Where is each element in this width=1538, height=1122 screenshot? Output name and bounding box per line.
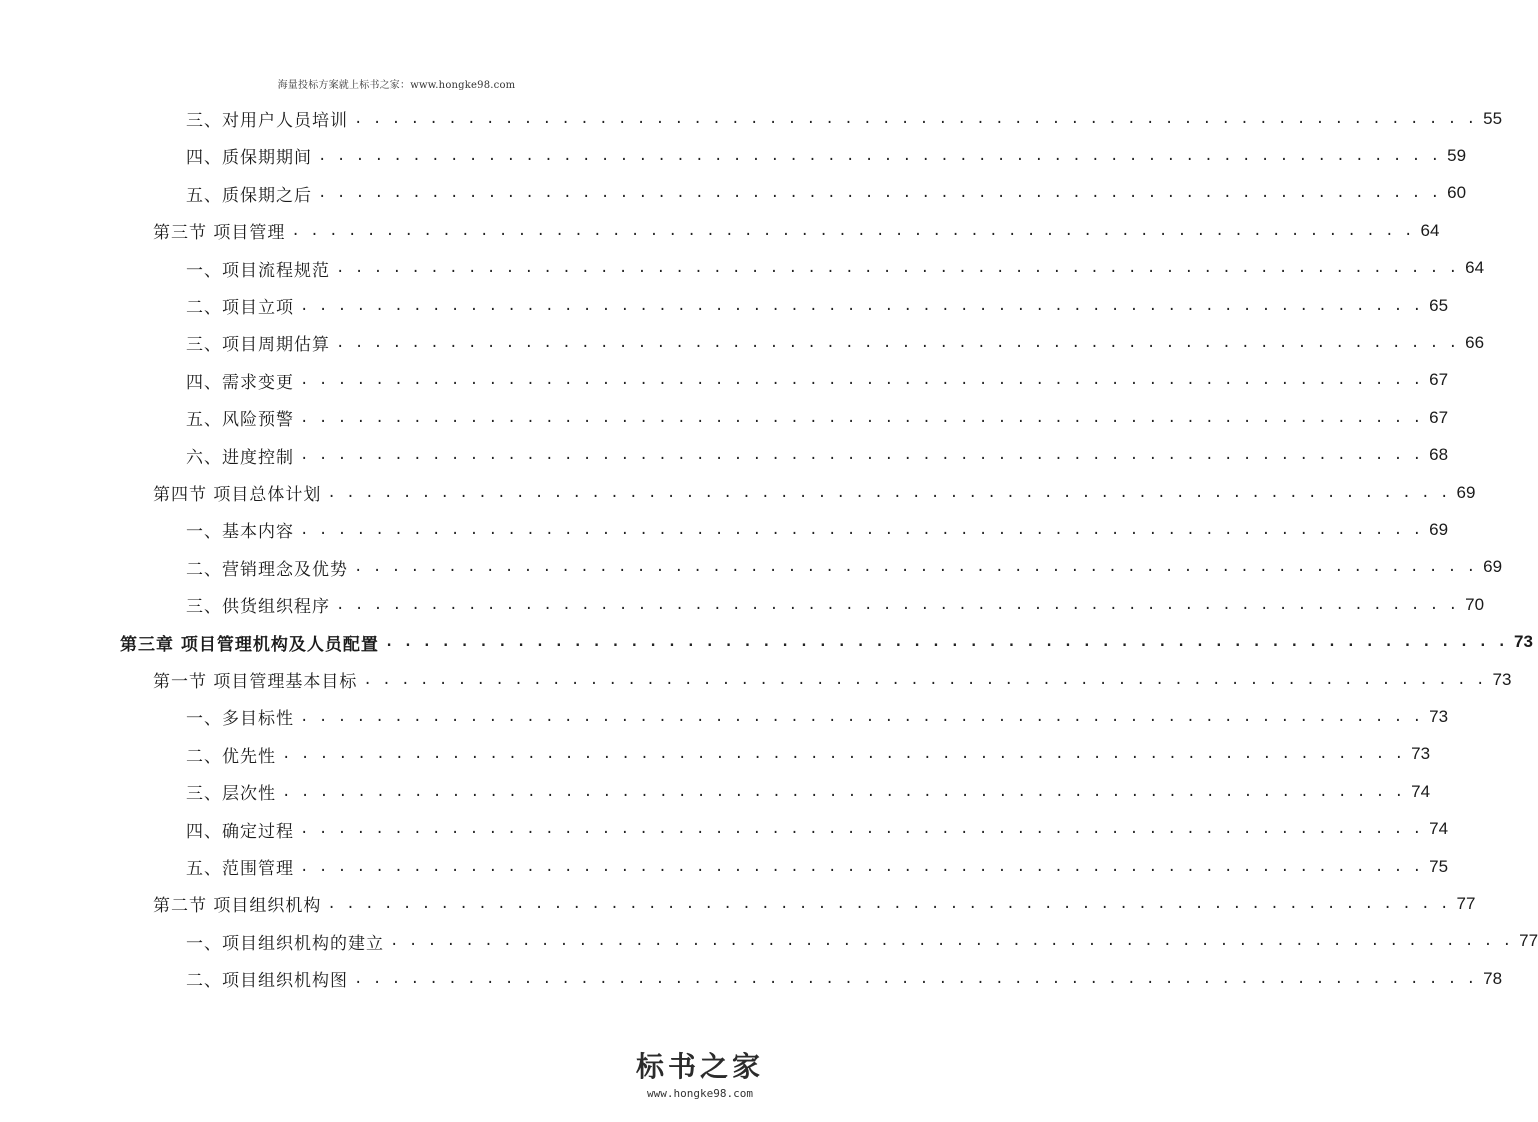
- toc-leader-dots: . . . . . . . . . . . . . . . . . . . . . . . . . . . . . . . . . . . . . . . . . . . . . . . . . . . . . . . . . . . .: [318, 147, 1441, 164]
- toc-entry-label: 二、优先性: [186, 746, 276, 767]
- toc-entry-label: 第四节 项目总体计划: [153, 485, 322, 505]
- toc-entry-page: 77: [1456, 893, 1476, 913]
- toc-entry-page: 78: [1483, 968, 1503, 988]
- toc-entry[interactable]: [153, 474, 1476, 511]
- toc-leader-dots: . . . . . . . . . . . . . . . . . . . . . . . . . . . . . . . . . . . . . . . . . . . . . . . . . . . . . . . . . . . .: [300, 821, 1423, 838]
- toc-entry[interactable]: [186, 250, 1485, 287]
- toc-entry[interactable]: [186, 175, 1467, 212]
- toc-entry[interactable]: [153, 212, 1440, 249]
- toc-entry-page: 67: [1429, 407, 1449, 427]
- page-header: 海量投标方案就上标书之家：www.hongke98.com: [277, 80, 516, 91]
- toc-leader-dots: . . . . . . . . . . . . . . . . . . . . . . . . . . . . . . . . . . . . . . . . . . . . . . . . . . . . . . . . . . . .: [336, 596, 1459, 613]
- toc-entry-label: 第三章 项目管理机构及人员配置: [120, 634, 379, 655]
- toc-leader-dots: . . . . . . . . . . . . . . . . . . . . . . . . . . . . . . . . . . . . . . . . . . . . . . . . . . . . . . . . . . . .: [300, 372, 1423, 389]
- toc-entry-page: 73: [1411, 744, 1431, 764]
- toc-entry-page: 64: [1465, 258, 1485, 278]
- toc-leader-dots: . . . . . . . . . . . . . . . . . . . . . . . . . . . . . . . . . . . . . . . . . . . . . . . . . . . . . . . . . . . .: [318, 185, 1441, 202]
- toc-leader-dots: . . . . . . . . . . . . . . . . . . . . . . . . . . . . . . . . . . . . . . . . . . . . . . . . . . . . . . . . . . . .: [354, 110, 1477, 127]
- toc-entry-page: 74: [1429, 819, 1449, 839]
- toc-entry-label: 四、需求变更: [186, 372, 294, 393]
- toc-entry-page: 64: [1420, 220, 1440, 240]
- toc-leader-dots: . . . . . . . . . . . . . . . . . . . . . . . . . . . . . . . . . . . . . . . . . . . . . . . . . . . . . . . . . . . .: [336, 260, 1459, 277]
- toc-entry-page: 66: [1465, 332, 1485, 352]
- toc-leader-dots: . . . . . . . . . . . . . . . . . . . . . . . . . . . . . . . . . . . . . . . . . . . . . . . . . . . . . . . . . . . .: [327, 895, 1450, 912]
- toc-entry[interactable]: [186, 549, 1503, 586]
- toc-entry[interactable]: [186, 137, 1467, 174]
- toc-entry[interactable]: [186, 923, 1538, 960]
- toc-entry-label: 二、营销理念及优势: [186, 559, 348, 580]
- toc-entry[interactable]: [120, 624, 1533, 661]
- toc-entry[interactable]: [186, 698, 1449, 735]
- toc-entry-label: 五、质保期之后: [186, 185, 312, 206]
- toc-leader-dots: . . . . . . . . . . . . . . . . . . . . . . . . . . . . . . . . . . . . . . . . . . . . . . . . . . . . . . . . . . . .: [282, 783, 1405, 800]
- toc-entry[interactable]: [186, 736, 1431, 773]
- toc-leader-dots: . . . . . . . . . . . . . . . . . . . . . . . . . . . . . . . . . . . . . . . . . . . . . . . . . . . . . . . . . . . .: [300, 447, 1423, 464]
- toc-entry-page: 75: [1429, 856, 1449, 876]
- toc-entry[interactable]: [186, 511, 1449, 548]
- toc-entry-page: 65: [1429, 295, 1449, 315]
- toc-entry[interactable]: [153, 885, 1476, 922]
- toc-entry-label: 三、供货组织程序: [186, 597, 330, 618]
- toc-entry-page: 73: [1492, 669, 1512, 689]
- toc-entry-page: 69: [1483, 557, 1503, 577]
- toc-entry-page: 73: [1514, 632, 1533, 652]
- toc-leader-dots: . . . . . . . . . . . . . . . . . . . . . . . . . . . . . . . . . . . . . . . . . . . . . . . . . . . . . . . . . . . .: [300, 858, 1423, 875]
- toc-entry-page: 60: [1447, 183, 1467, 203]
- toc-entry-label: 五、范围管理: [186, 859, 294, 879]
- toc-entry-label: 一、项目流程规范: [186, 260, 330, 281]
- toc-entry-label: 五、风险预警: [186, 410, 294, 431]
- toc-entry[interactable]: [186, 287, 1449, 324]
- toc-entry[interactable]: [186, 773, 1431, 810]
- toc-entry-label: 第二节 项目组织机构: [153, 896, 322, 917]
- toc-leader-dots: . . . . . . . . . . . . . . . . . . . . . . . . . . . . . . . . . . . . . . . . . . . . . . . . . . . . . . . . . . . .: [384, 634, 1507, 651]
- toc-entry-page: 68: [1429, 445, 1449, 465]
- toc-entry[interactable]: [186, 362, 1449, 399]
- toc-leader-dots: . . . . . . . . . . . . . . . . . . . . . . . . . . . . . . . . . . . . . . . . . . . . . . . . . . . . . . . . . . . .: [300, 409, 1423, 426]
- toc-leader-dots: . . . . . . . . . . . . . . . . . . . . . . . . . . . . . . . . . . . . . . . . . . . . . . . . . . . . . . . . . . . .: [300, 521, 1423, 538]
- toc-entry-label: 第一节 项目管理基本目标: [153, 672, 358, 692]
- toc-leader-dots: . . . . . . . . . . . . . . . . . . . . . . . . . . . . . . . . . . . . . . . . . . . . . . . . . . . . . . . . . . . .: [291, 222, 1414, 239]
- toc-entry-page: 73: [1429, 706, 1449, 726]
- toc-entry-label: 三、项目周期估算: [186, 335, 330, 356]
- toc-leader-dots: . . . . . . . . . . . . . . . . . . . . . . . . . . . . . . . . . . . . . . . . . . . . . . . . . . . . . . . . . . . .: [390, 933, 1513, 950]
- toc-entry[interactable]: [186, 586, 1485, 623]
- toc-entry-page: 69: [1456, 482, 1476, 502]
- toc-entry[interactable]: [186, 848, 1449, 885]
- toc-leader-dots: . . . . . . . . . . . . . . . . . . . . . . . . . . . . . . . . . . . . . . . . . . . . . . . . . . . . . . . . . . . .: [327, 484, 1450, 501]
- toc-entry[interactable]: [186, 324, 1485, 361]
- toc-entry-label: 四、质保期期间: [186, 148, 312, 169]
- toc-entry-page: 77: [1519, 931, 1538, 951]
- toc-entry-label: 六、进度控制: [186, 447, 294, 468]
- toc-entry-page: 69: [1429, 519, 1449, 539]
- toc-entry-label: 三、层次性: [186, 784, 276, 805]
- toc-entry[interactable]: [186, 811, 1449, 848]
- toc-entry[interactable]: [153, 661, 1512, 698]
- toc-leader-dots: . . . . . . . . . . . . . . . . . . . . . . . . . . . . . . . . . . . . . . . . . . . . . . . . . . . . . . . . . . . .: [363, 671, 1486, 688]
- toc-entry-page: 67: [1429, 370, 1449, 390]
- toc-entry-label: 一、基本内容: [186, 522, 294, 543]
- toc-entry-page: 55: [1483, 108, 1503, 128]
- toc-entry-page: 59: [1447, 145, 1467, 165]
- toc-entry-label: 一、多目标性: [186, 709, 294, 730]
- logo-title: 标书之家: [635, 1050, 764, 1083]
- toc-entry-label: 一、项目组织机构的建立: [186, 933, 384, 954]
- brand-logo: [625, 1045, 775, 1100]
- toc-entry-page: 74: [1411, 781, 1431, 801]
- toc-entry-label: 二、项目组织机构图: [186, 971, 348, 992]
- toc-entry-label: 四、确定过程: [186, 821, 294, 842]
- toc-entry[interactable]: [186, 100, 1503, 137]
- toc-entry-label: 二、项目立项: [186, 298, 294, 318]
- toc-leader-dots: . . . . . . . . . . . . . . . . . . . . . . . . . . . . . . . . . . . . . . . . . . . . . . . . . . . . . . . . . . . .: [300, 708, 1423, 725]
- toc-entry-page: 70: [1465, 594, 1485, 614]
- toc-leader-dots: . . . . . . . . . . . . . . . . . . . . . . . . . . . . . . . . . . . . . . . . . . . . . . . . . . . . . . . . . . . .: [336, 334, 1459, 351]
- toc-entry[interactable]: [186, 960, 1503, 997]
- toc-leader-dots: . . . . . . . . . . . . . . . . . . . . . . . . . . . . . . . . . . . . . . . . . . . . . . . . . . . . . . . . . . . .: [354, 970, 1477, 987]
- toc-entry[interactable]: [186, 399, 1449, 436]
- toc-entry-label: 第三节 项目管理: [153, 223, 286, 244]
- toc-leader-dots: . . . . . . . . . . . . . . . . . . . . . . . . . . . . . . . . . . . . . . . . . . . . . . . . . . . . . . . . . . . .: [354, 559, 1477, 576]
- toc-entry-label: 三、对用户人员培训: [186, 111, 348, 131]
- toc-entry[interactable]: [186, 437, 1449, 474]
- toc-leader-dots: . . . . . . . . . . . . . . . . . . . . . . . . . . . . . . . . . . . . . . . . . . . . . . . . . . . . . . . . . . . .: [282, 746, 1405, 763]
- logo-url: www.hongke98.com: [647, 1087, 753, 1100]
- toc-leader-dots: . . . . . . . . . . . . . . . . . . . . . . . . . . . . . . . . . . . . . . . . . . . . . . . . . . . . . . . . . . . .: [300, 297, 1423, 314]
